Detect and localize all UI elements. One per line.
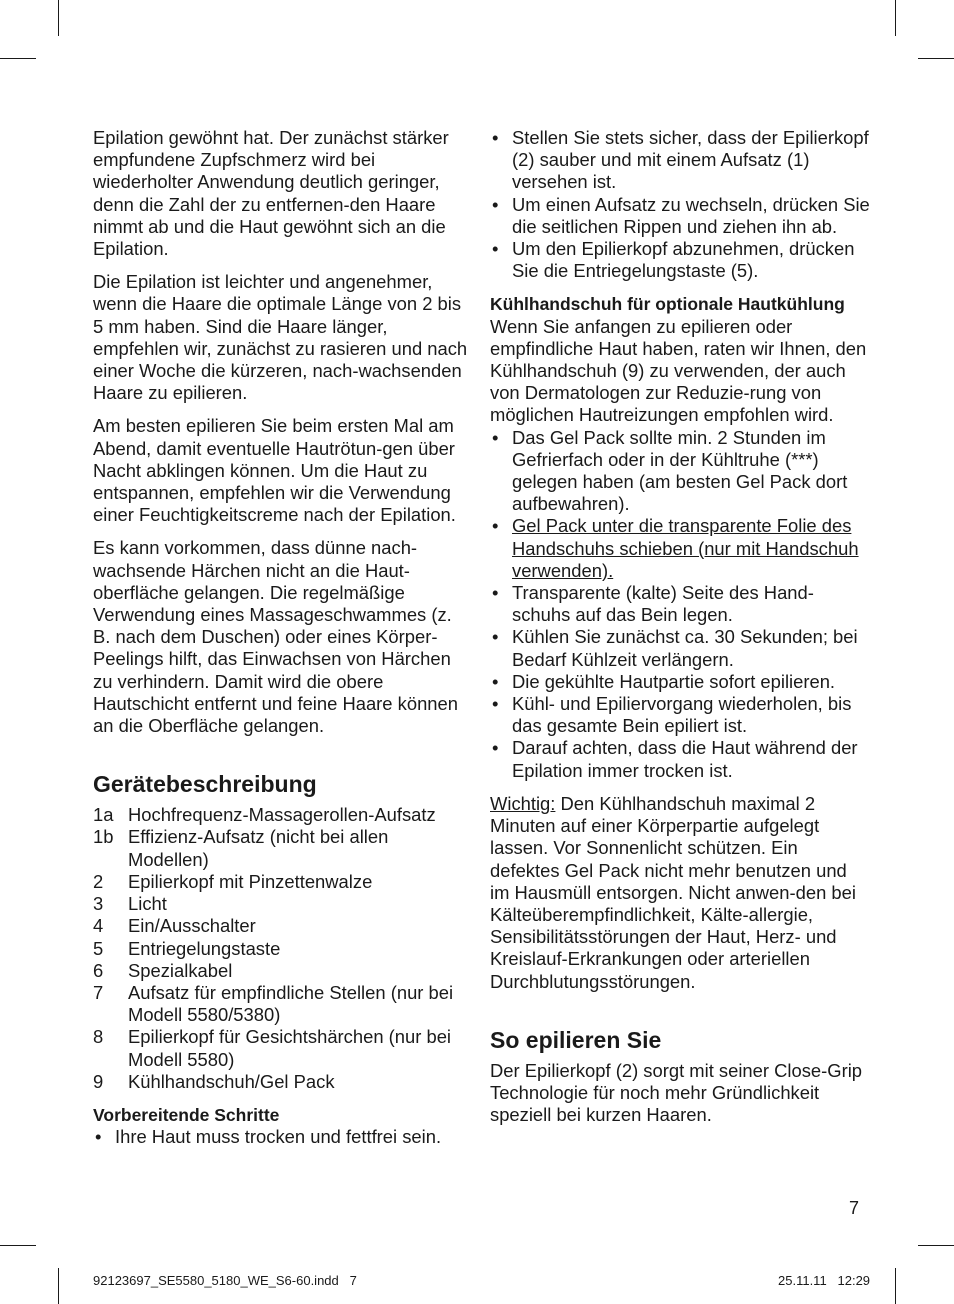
paragraph: Am besten epilieren Sie beim ersten Mal am Abend, damit eventuelle Hautrötun-gen über Nacht abklingen können. Um die Haut zu entspannen, empfehlen wir die Verwendung einer Feuchtigkeitscreme nach der Epilation. (93, 415, 456, 526)
item-text: Ein/Ausschalter (128, 915, 256, 937)
bullet-item: • Um den Epilierkopf abzunehmen, drücken Sie die Entriegelungstaste (5). (490, 238, 870, 282)
crop-mark (0, 1245, 36, 1246)
section-heading-so-epilieren-sie: So epilieren Sie (490, 1026, 662, 1053)
paragraph: Die Epilation ist leichter und angenehmer, wenn die Haare die optimale Länge von 2 bis 5 mm haben. Sind die Haare länger, empfehlen wir, zunächst zu rasieren und nach einer Woche die kürzeren, nach-wachsenden Haare zu epilieren. (93, 271, 468, 404)
item-number: 7 (93, 981, 104, 1003)
list-item (93, 938, 473, 960)
list-item (93, 871, 473, 893)
paragraph: Es kann vorkommen, dass dünne nach-wachsende Härchen nicht an die Haut-oberfläche gelangen. Die regelmäßige Verwendung eines Massageschwammes (z. B. nach dem Duschen) oder eines Körper-Peelings hilft, das Einwachsen von Härchen zu verhindern. Damit wird die obere Hautschicht entfernt und feine Haare können an die Oberfläche gelangen. (93, 537, 458, 737)
right-column (490, 127, 870, 1137)
bullet-item (490, 515, 870, 582)
bullet-item: • Die gekühlte Hautpartie sofort epilieren. (490, 671, 870, 693)
item-number: 3 (93, 893, 104, 915)
item-number: 9 (93, 1070, 104, 1092)
bullet-item: • Kühlen Sie zunächst ca. 30 Sekunden; bei Bedarf Kühlzeit verlängern. (490, 626, 870, 670)
item-text: Aufsatz für empfindliche Stellen (nur bei Modell 5580/5380) (128, 981, 454, 1026)
footer-filename: 92123697_SE5580_5180_WE_S6-60.indd 7 (93, 1273, 357, 1288)
list-item (93, 804, 473, 826)
item-number: 1a (93, 804, 114, 826)
bullet-list (490, 427, 870, 782)
list-item (93, 960, 473, 982)
item-number: 5 (93, 937, 104, 959)
bullet-item: • Kühl- und Epiliervorgang wiederholen, bis das gesamte Bein epiliert ist. (490, 693, 870, 737)
item-text: Hochfrequenz-Massagerollen-Aufsatz (128, 804, 436, 826)
item-number: 1b (93, 826, 114, 848)
item-text: Licht (128, 893, 167, 915)
footer-datetime: 25.11.11 12:29 (778, 1273, 871, 1288)
crop-mark (918, 1245, 954, 1246)
paragraph: Epilation gewöhnt hat. Der zunächst stärker empfundene Zupfschmerz wird bei wiederholter Anwendung deutlich geringer, denn die Zahl der zu entfernen-den Haare nimmt ab und die Haut gewöhnt sich an die Epilation. (93, 127, 449, 260)
wichtig-label: Wichtig: (490, 792, 556, 814)
bullet-item: • Das Gel Pack sollte min. 2 Stunden im Gefrierfach oder in der Kühltruhe (***) gelegen haben (am besten Gel Pack dort aufbewahren). (490, 427, 870, 516)
wichtig-text: Den Kühlhandschuh maximal 2 Minuten auf einer Körperpartie aufgelegt lassen. Vor Sonnenlicht schützen. Ein defektes Gel Pack nicht mehr benutzen und im Hausmüll entsorgen. Nicht anwen-den bei Kälteüberempfindlichkeit, Kälte-allergie, Sensibilitätsstörungen der Haut, Herz- und Kreislauf-Erkrankungen oder arteriellen Durchblutungsstörungen. (490, 792, 856, 992)
paragraph: Wenn Sie anfangen zu epilieren oder empfindliche Haut haben, raten wir Ihnen, den Kühlhandschuh (9) zu verwenden, der auch von Dermatologen zur Reduzie-rung von möglichen Hautreizungen empfohlen wird. (490, 315, 867, 426)
crop-mark (895, 1268, 896, 1304)
bullet-item: • Stellen Sie stets sicher, dass der Epilierkopf (2) sauber und mit einem Aufsatz (1) versehen ist. (490, 127, 870, 194)
list-item (93, 982, 473, 1026)
crop-mark (58, 1268, 59, 1304)
left-column (93, 127, 473, 1148)
item-text: Entriegelungstaste (128, 937, 281, 959)
list-item (93, 1071, 473, 1093)
item-text: Epilierkopf für Gesichtshärchen (nur bei Modell 5580) (128, 1026, 452, 1070)
list-item (93, 1026, 473, 1070)
subheading-kuehlhandschuh: Kühlhandschuh für optionale Hautkühlung (490, 294, 845, 315)
item-text: Spezialkabel (128, 959, 233, 981)
bullet-item: • Transparente (kalte) Seite des Hand-schuhs auf das Bein legen. (490, 582, 870, 626)
item-number: 2 (93, 870, 104, 892)
bullet-item: • Darauf achten, dass die Haut während der Epilation immer trocken ist. (490, 737, 870, 781)
item-text: Effizienz-Aufsatz (nicht bei allen Modellen) (128, 826, 389, 870)
item-number: 8 (93, 1026, 104, 1048)
item-text: Kühlhandschuh/Gel Pack (128, 1070, 335, 1092)
warning-paragraph (490, 793, 870, 993)
item-number: 4 (93, 915, 104, 937)
item-number: 6 (93, 959, 104, 981)
paragraph: Der Epilierkopf (2) sorgt mit seiner Close-Grip Technologie für noch mehr Gründlichkeit speziell bei kurzen Haaren. (490, 1059, 863, 1126)
parts-list (93, 804, 473, 1093)
item-text: Epilierkopf mit Pinzettenwalze (128, 870, 373, 892)
bullet-list (93, 1126, 473, 1148)
crop-mark (895, 0, 896, 36)
subheading-vorbereitende-schritte: Vorbereitende Schritte (93, 1104, 280, 1125)
list-item (93, 915, 473, 937)
bullet-list (490, 127, 870, 282)
section-heading-geraetebeschreibung: Gerätebeschreibung (93, 771, 317, 798)
crop-mark (918, 58, 954, 59)
bullet-item: • Ihre Haut muss trocken und fettfrei sein. (93, 1126, 473, 1148)
bullet-item: • Um einen Aufsatz zu wechseln, drücken Sie die seitlichen Rippen und ziehen ihn ab. (490, 194, 870, 238)
crop-mark (0, 58, 36, 59)
list-item (93, 826, 473, 870)
underlined-text: Gel Pack unter die transparente Folie des Handschuhs schieben (nur mit Handschuh verwenden). (512, 515, 859, 581)
page-number: 7 (849, 1198, 860, 1218)
crop-mark (58, 0, 59, 36)
list-item (93, 893, 473, 915)
